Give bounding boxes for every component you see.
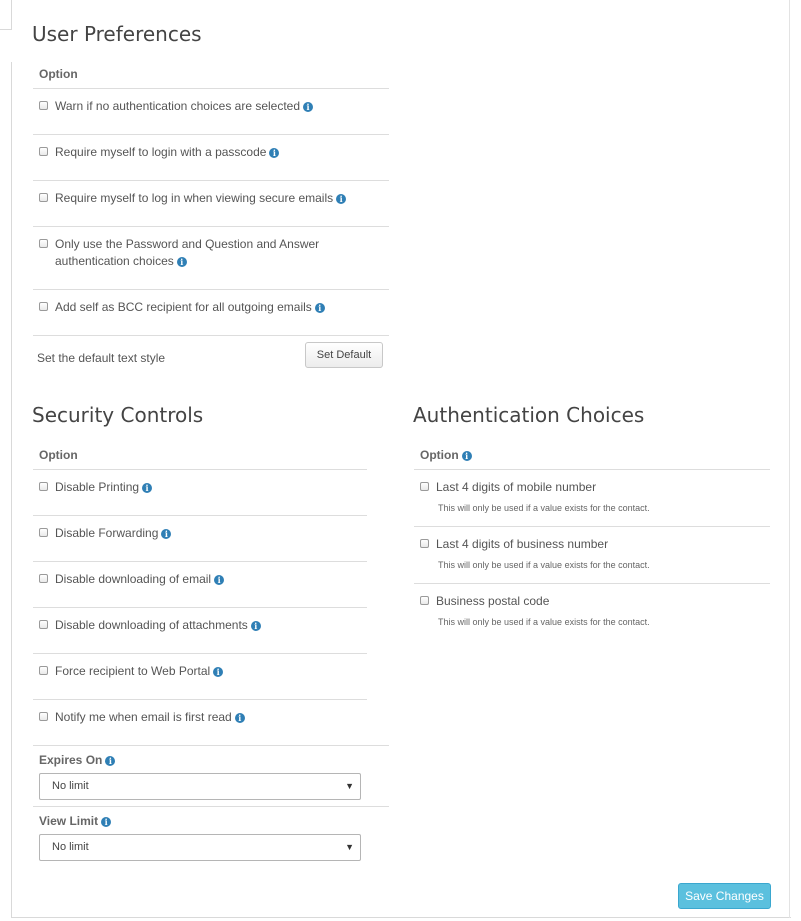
pref-secure-emails-label: Require myself to log in when viewing secure emails (55, 191, 334, 205)
security-controls-title: Security Controls (32, 403, 204, 427)
force-web-portal-label: Force recipient to Web Portal (55, 664, 211, 678)
auth-mobile-checkbox[interactable] (420, 482, 429, 491)
authentication-option-header: Option (420, 448, 459, 462)
auth-mobile-label: Last 4 digits of mobile number (436, 480, 597, 494)
auth-postal-code-label: Business postal code (436, 594, 550, 608)
info-icon[interactable]: i (105, 756, 115, 766)
notify-first-read-checkbox[interactable] (39, 712, 48, 721)
auth-postal-code-note: This will only be used if a value exists for the contact. (438, 617, 650, 627)
security-row-download-attachments (33, 608, 367, 654)
disable-download-email-label: Disable downloading of email (55, 572, 212, 586)
pref-row-secure-emails (33, 181, 389, 227)
info-icon[interactable]: i (213, 667, 223, 677)
info-icon[interactable]: i (303, 102, 313, 112)
authentication-choices-title: Authentication Choices (413, 403, 645, 427)
security-controls-option-header: Option (33, 443, 367, 470)
pref-password-qa-checkbox[interactable] (39, 239, 48, 248)
disable-printing-label: Disable Printing (55, 480, 140, 494)
security-row-notify-read (33, 700, 389, 746)
user-preferences-title: User Preferences (32, 22, 202, 46)
view-limit-value: No limit (52, 841, 89, 853)
info-icon[interactable]: i (315, 303, 325, 313)
disable-download-attachments-label: Disable downloading of attachments (55, 618, 248, 632)
security-row-web-portal (33, 654, 367, 700)
info-icon[interactable]: i (336, 194, 346, 204)
pref-password-qa-label-line2: authentication choices (55, 254, 174, 268)
left-frame-stub (0, 0, 12, 30)
auth-business-number-note: This will only be used if a value exists for the contact. (438, 560, 650, 570)
pref-warn-label: Warn if no authentication choices are selected (55, 99, 301, 113)
security-row-download-email (33, 562, 367, 608)
caret-down-icon: ▼ (345, 781, 354, 791)
expires-on-label: Expires On (39, 753, 103, 767)
info-icon[interactable]: i (177, 257, 187, 267)
auth-postal-code-checkbox[interactable] (420, 596, 429, 605)
save-changes-button[interactable]: Save Changes (678, 883, 771, 909)
disable-download-attachments-checkbox[interactable] (39, 620, 48, 629)
auth-row-mobile (414, 470, 770, 527)
divider (33, 806, 389, 807)
pref-secure-emails-checkbox[interactable] (39, 193, 48, 202)
disable-forwarding-label: Disable Forwarding (55, 526, 159, 540)
pref-bcc-checkbox[interactable] (39, 302, 48, 311)
info-icon[interactable]: i (269, 148, 279, 158)
pref-passcode-checkbox[interactable] (39, 147, 48, 156)
view-limit-select[interactable] (39, 834, 361, 861)
view-limit-label: View Limit (39, 814, 99, 828)
info-icon[interactable]: i (101, 817, 111, 827)
default-text-style-label: Set the default text style (37, 351, 166, 365)
info-icon[interactable]: i (142, 483, 152, 493)
info-icon[interactable]: i (235, 713, 245, 723)
info-icon[interactable]: i (161, 529, 171, 539)
force-web-portal-checkbox[interactable] (39, 666, 48, 675)
right-frame-edge (789, 0, 790, 918)
pref-row-password-qa (33, 227, 389, 290)
caret-down-icon: ▼ (345, 842, 354, 852)
pref-password-qa-label-line1: Only use the Password and Question and Answer (55, 237, 320, 251)
pref-row-passcode (33, 135, 389, 181)
disable-download-email-checkbox[interactable] (39, 574, 48, 583)
info-icon[interactable]: i (462, 451, 472, 461)
pref-passcode-label: Require myself to login with a passcode (55, 145, 267, 159)
user-preferences-option-header: Option (33, 62, 389, 89)
security-row-forwarding (33, 516, 367, 562)
auth-business-number-checkbox[interactable] (420, 539, 429, 548)
notify-first-read-label: Notify me when email is first read (55, 710, 232, 724)
expires-on-value: No limit (52, 780, 89, 792)
pref-bcc-label: Add self as BCC recipient for all outgoing emails (55, 300, 312, 314)
auth-mobile-note: This will only be used if a value exists for the contact. (438, 503, 650, 513)
auth-business-number-label: Last 4 digits of business number (436, 537, 609, 551)
pref-row-warn (33, 89, 389, 135)
disable-printing-checkbox[interactable] (39, 482, 48, 491)
info-icon[interactable]: i (214, 575, 224, 585)
pref-row-bcc (33, 290, 389, 336)
disable-forwarding-checkbox[interactable] (39, 528, 48, 537)
expires-on-select[interactable] (39, 773, 361, 800)
set-default-button[interactable]: Set Default (305, 342, 383, 368)
info-icon[interactable]: i (251, 621, 261, 631)
auth-row-business-number (414, 527, 770, 584)
pref-warn-checkbox[interactable] (39, 101, 48, 110)
security-row-printing (33, 470, 367, 516)
auth-row-postal-code (414, 584, 770, 636)
